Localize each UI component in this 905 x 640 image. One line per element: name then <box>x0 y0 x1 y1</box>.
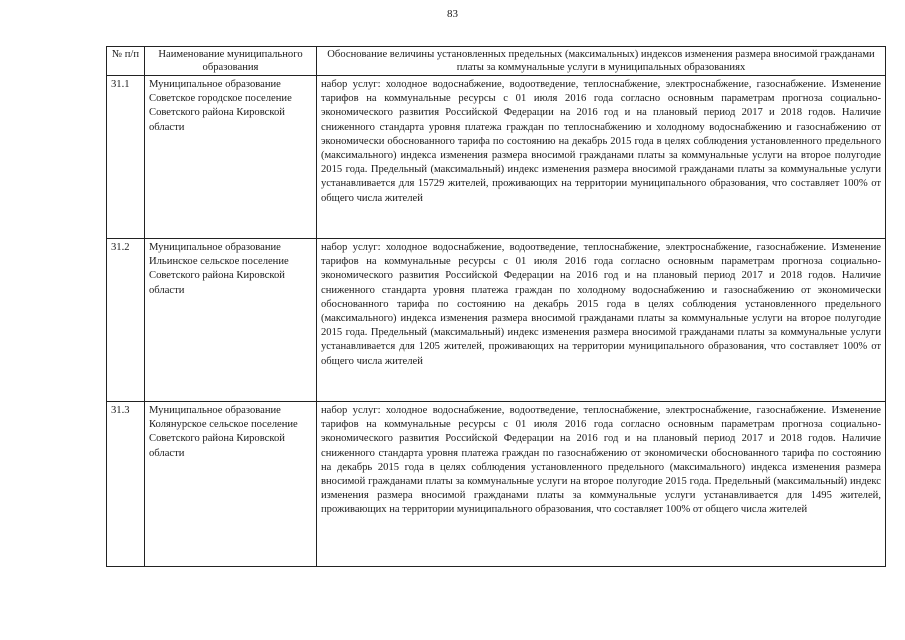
table-row <box>107 76 886 239</box>
table-row <box>107 239 886 402</box>
page-number: 83 <box>447 8 458 20</box>
municipality-name: Муниципальное образование Колянурское сельское поселение Советского района Кировской области <box>145 402 317 567</box>
table-header-row <box>107 47 886 76</box>
row-number: 31.1 <box>107 76 145 239</box>
justification-text: набор услуг: холодное водоснабжение, водоотведение, теплоснабжение, электроснабжение, газоснабжение. Изменение тарифов на коммунальные ресурсы с 01 июля 2016 года согласно основным параметрам прогноза социально-экономического развития Российской Федерации на 2016 год и на плановый период 2017 и 2018 годов. Наличие сниженного стандарта уровня платежа граждан по газоснабжению от экономически обоснованного тарифа по состоянию на декабрь 2015 года в целях соблюдения установленного предельного (максимального) индекса изменения размера вносимой гражданами платы за коммунальные услуги на второе полугодие 2015 года. Предельный (максимальный) индекс изменения размера вносимой гражданами платы за коммунальные услуги устанавливается для 1495 жителей, проживающих на территории муниципального образования, что составляет 100% от общего числа жителей <box>317 402 886 567</box>
table-row <box>107 402 886 567</box>
header-number: № п/п <box>107 47 145 76</box>
municipality-name: Муниципальное образование Ильинское сельское поселение Советского района Кировской области <box>145 239 317 402</box>
justification-text: набор услуг: холодное водоснабжение, водоотведение, теплоснабжение, электроснабжение, газоснабжение. Изменение тарифов на коммунальные ресурсы с 01 июля 2016 года согласно основным параметрам прогноза социально-экономического развития Российской Федерации на 2016 год и на плановый период 2017 и 2018 годов. Наличие сниженного стандарта уровня платежа граждан по теплоснабжению и холодному водоснабжению и газоснабжению от экономически обоснованного тарифа по состоянию на декабрь 2015 года в целях соблюдения установленного предельного (максимального) индекса изменения размера вносимой гражданами платы за коммунальные услуги на второе полугодие 2015 года. Предельный (максимальный) индекс изменения размера вносимой гражданами платы за коммунальные услуги устанавливается для 15729 жителей, проживающих на территории муниципального образования, что составляет 100% от общего числа жителей <box>317 76 886 239</box>
municipality-name: Муниципальное образование Советское городское поселение Советского района Кировской области <box>145 76 317 239</box>
row-number: 31.2 <box>107 239 145 402</box>
header-justification: Обоснование величины установленных предельных (максимальных) индексов изменения размера вносимой гражданами платы за коммунальные услуги в муниципальных образованиях <box>317 47 886 76</box>
justification-text: набор услуг: холодное водоснабжение, водоотведение, теплоснабжение, электроснабжение, газоснабжение. Изменение тарифов на коммунальные ресурсы с 01 июля 2016 года согласно основным параметрам прогноза социально-экономического развития Российской Федерации на 2016 год и на плановый период 2017 и 2018 годов. Наличие сниженного стандарта уровня платежа граждан по холодному водоснабжению и газоснабжению от экономически обоснованного тарифа по состоянию на декабрь 2015 года в целях соблюдения установленного предельного (максимального) индекса изменения размера вносимой гражданами платы за коммунальные услуги на второе полугодие 2015 года. Предельный (максимальный) индекс изменения размера вносимой гражданами платы за коммунальные услуги устанавливается для 1205 жителей, проживающих на территории муниципального образования, что составляет 100% от общего числа жителей <box>317 239 886 402</box>
tariff-index-table <box>106 46 886 567</box>
header-municipality-name: Наименование муниципального образования <box>145 47 317 76</box>
row-number: 31.3 <box>107 402 145 567</box>
